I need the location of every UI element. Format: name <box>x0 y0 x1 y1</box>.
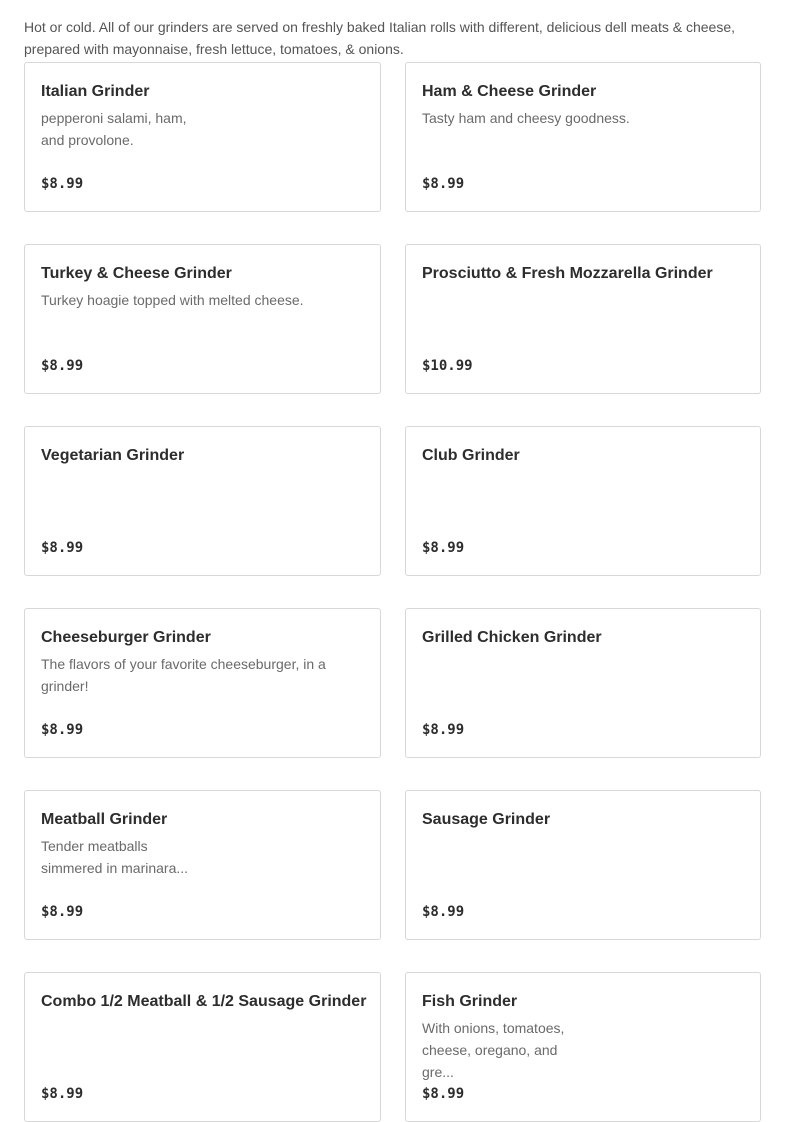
menu-item-name: Cheeseburger Grinder <box>41 629 211 646</box>
menu-item-card[interactable] <box>405 608 761 758</box>
menu-item-card[interactable] <box>405 244 761 394</box>
category-description: Hot or cold. All of our grinders are served on freshly baked Italian rolls with different, delicious dell meats & cheese, prepared with mayonnaise, fresh lettuce, tomatoes, & onions. <box>24 19 735 57</box>
menu-item-price: $8.99 <box>41 1086 84 1102</box>
menu-item-card[interactable] <box>24 244 381 394</box>
menu-item-description: With onions, tomatoes, cheese, oregano, and gre... <box>422 1020 565 1080</box>
menu-item-price: $8.99 <box>41 176 84 192</box>
menu-item-name: Club Grinder <box>422 447 520 464</box>
menu-item-card[interactable] <box>405 62 761 212</box>
menu-item-name: Combo 1/2 Meatball & 1/2 Sausage Grinder <box>41 993 367 1010</box>
menu-item-card[interactable] <box>24 972 381 1122</box>
menu-item-price: $8.99 <box>422 1086 465 1102</box>
menu-item-description: pepperoni salami, ham, and provolone. <box>41 110 187 148</box>
menu-item-name: Fish Grinder <box>422 993 518 1010</box>
menu-item-card[interactable] <box>24 62 381 212</box>
menu-item-name: Ham & Cheese Grinder <box>422 83 597 100</box>
menu-item-price: $8.99 <box>41 358 84 374</box>
menu-item-price: $8.99 <box>41 722 84 738</box>
menu-item-description: The flavors of your favorite cheeseburger, in a grinder! <box>41 656 326 694</box>
menu-item-price: $8.99 <box>422 540 465 556</box>
menu-item-card[interactable] <box>405 426 761 576</box>
menu-item-card[interactable] <box>24 426 381 576</box>
menu-item-name: Italian Grinder <box>41 83 150 100</box>
menu-item-name: Turkey & Cheese Grinder <box>41 265 232 282</box>
menu-item-card[interactable] <box>24 608 381 758</box>
menu-item-price: $8.99 <box>422 722 465 738</box>
menu-item-price: $10.99 <box>422 358 473 374</box>
menu-item-name: Grilled Chicken Grinder <box>422 629 602 646</box>
menu-item-card[interactable] <box>24 790 381 940</box>
menu-item-description: Turkey hoagie topped with melted cheese. <box>41 292 304 308</box>
menu-item-price: $8.99 <box>41 904 84 920</box>
menu-item-description: Tasty ham and cheesy goodness. <box>422 110 630 126</box>
menu-item-card[interactable] <box>405 790 761 940</box>
menu-item-price: $8.99 <box>41 540 84 556</box>
menu-item-description: Tender meatballs simmered in marinara... <box>41 838 189 876</box>
menu-item-name: Vegetarian Grinder <box>41 447 185 464</box>
menu-item-name: Sausage Grinder <box>422 811 551 828</box>
menu-item-price: $8.99 <box>422 176 465 192</box>
menu-item-name: Prosciutto & Fresh Mozzarella Grinder <box>422 265 713 282</box>
menu-item-name: Meatball Grinder <box>41 811 168 828</box>
menu-item-price: $8.99 <box>422 904 465 920</box>
menu-items-grid <box>24 62 761 1122</box>
menu-item-card[interactable] <box>405 972 761 1122</box>
